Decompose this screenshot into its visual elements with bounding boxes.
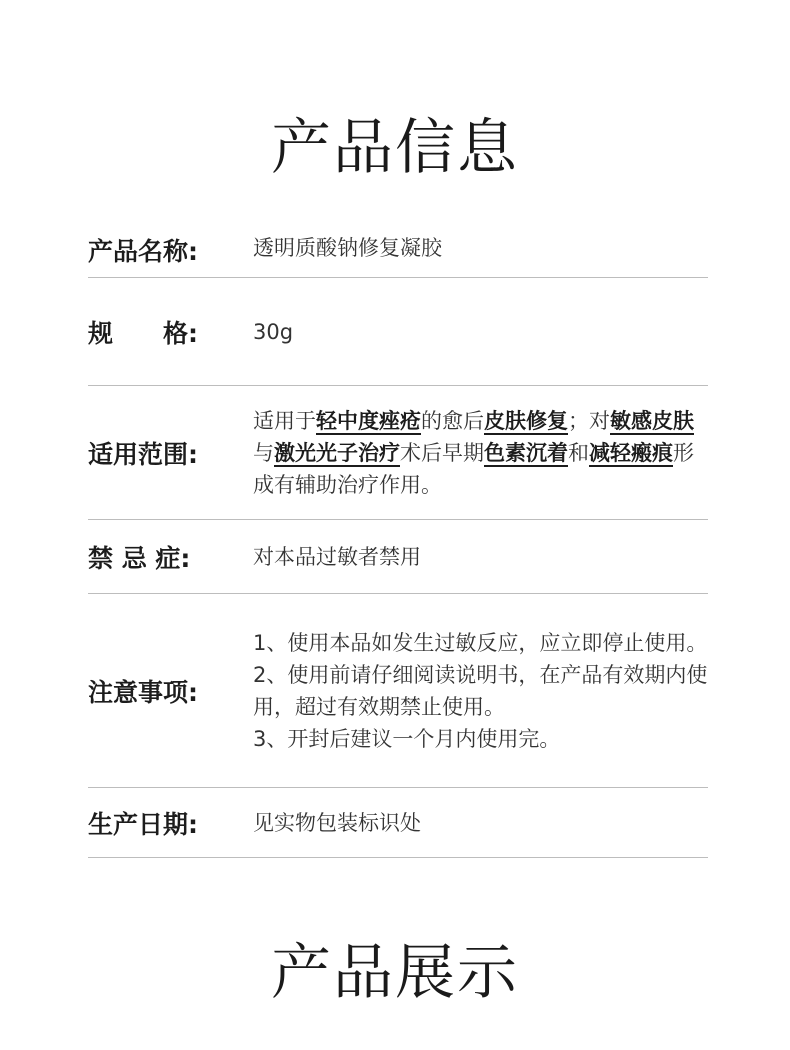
label-contraindications: 禁 忌 症: (88, 543, 191, 573)
value-production-date: 见实物包装标识处 (253, 810, 421, 835)
scope-text: ；对 (568, 408, 610, 433)
row-spec (88, 278, 708, 386)
value-spec: 30g (253, 319, 294, 344)
label-production-date: 生产日期: (88, 809, 198, 839)
scope-text: 与 (253, 440, 274, 465)
label-notes: 注意事项: (88, 677, 198, 707)
scope-highlight: 敏感皮肤 (610, 408, 694, 433)
section-title-product-info: 产品信息 (271, 113, 519, 183)
scope-highlight: 减轻瘢痕 (589, 440, 673, 465)
note-item: 2、使用前请仔细阅读说明书，在产品有效期内使用，超过有效期禁止使用。 (253, 662, 708, 719)
row-notes (88, 594, 708, 788)
value-notes (253, 627, 708, 755)
row-scope (88, 386, 708, 520)
scope-text: 和 (568, 440, 589, 465)
row-product-name (88, 232, 708, 278)
value-product-name: 透明质酸钠修复凝胶 (253, 236, 442, 260)
section-title-product-display: 产品展示 (271, 938, 519, 1008)
label-spec: 规 格: (88, 318, 198, 348)
label-product-name: 产品名称: (88, 237, 198, 266)
scope-highlight: 皮肤修复 (484, 408, 568, 433)
row-contraindications (88, 520, 708, 594)
value-contraindications: 对本品过敏者禁用 (253, 544, 421, 569)
scope-text: 形成有辅助治疗作用。 (253, 440, 694, 497)
value-scope (253, 405, 708, 501)
row-production-date (88, 788, 708, 858)
scope-highlight: 激光光子治疗 (274, 440, 400, 465)
scope-highlight: 色素沉着 (484, 440, 568, 465)
label-scope: 适用范围: (88, 439, 198, 469)
note-item: 3、开封后建议一个月内使用完。 (253, 726, 561, 751)
scope-text: 术后早期 (400, 440, 484, 465)
scope-highlight: 轻中度痤疮 (316, 408, 421, 433)
scope-text: 的愈后 (421, 408, 484, 433)
scope-text: 适用于 (253, 408, 316, 433)
product-info-table (88, 232, 708, 858)
note-item: 1、使用本品如发生过敏反应，应立即停止使用。 (253, 630, 708, 655)
